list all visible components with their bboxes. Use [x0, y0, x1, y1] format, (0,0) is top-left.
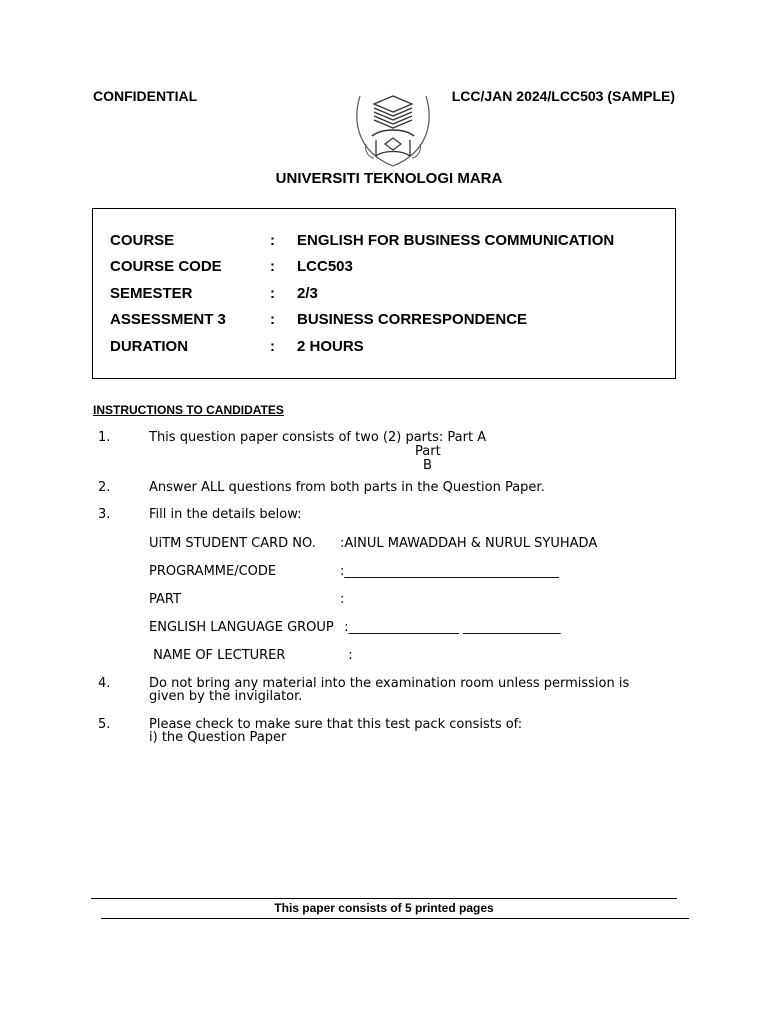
instruction-number: 3. [98, 507, 111, 522]
university-name: UNIVERSITI TEKNOLOGI MARA [275, 170, 503, 187]
assessment-key: ASSESSMENT 3 [110, 311, 226, 328]
assessment-sep: : [270, 311, 275, 328]
footer-rule-bottom [101, 918, 689, 919]
programme-code-field: :_________________________________ [340, 564, 559, 579]
instruction-text: Do not bring any material into the examination room unless permission is [149, 676, 630, 691]
duration-value: 2 HOURS [297, 338, 364, 355]
english-group-label: ENGLISH LANGUAGE GROUP [149, 620, 334, 635]
instruction-text: Fill in the details below: [149, 507, 302, 522]
instruction-part-b-label: B [423, 458, 432, 473]
instruction-part-label: Part [415, 444, 441, 459]
part-field: : [340, 592, 345, 607]
instruction-text: This question paper consists of two (2) parts: Part A [149, 430, 487, 445]
course-code-sep: : [270, 258, 275, 275]
duration-key: DURATION [110, 338, 189, 355]
instruction-number: 2. [98, 480, 111, 495]
course-code-key: COURSE CODE [110, 258, 222, 275]
course-value: ENGLISH FOR BUSINESS COMMUNICATION [297, 232, 615, 249]
english-group-field: :_________________ _______________ [340, 620, 561, 635]
lecturer-name-field: : [340, 648, 353, 663]
duration-sep: : [270, 338, 275, 355]
lecturer-name-label: NAME OF LECTURER [149, 648, 286, 663]
part-label: PART [149, 592, 181, 607]
student-card-field: :AINUL MAWADDAH & NURUL SYUHADA [340, 536, 598, 551]
assessment-value: BUSINESS CORRESPONDENCE [297, 311, 528, 328]
semester-sep: : [270, 285, 275, 302]
instruction-text: i) the Question Paper [149, 730, 287, 745]
course-key: COURSE [110, 232, 175, 249]
student-card-label: UiTM STUDENT CARD NO. [149, 536, 316, 551]
instruction-text: given by the invigilator. [149, 689, 303, 704]
programme-code-label: PROGRAMME/CODE [149, 564, 277, 579]
instruction-number: 5. [98, 717, 111, 732]
instruction-number: 4. [98, 676, 111, 691]
semester-key: SEMESTER [110, 285, 193, 302]
course-code-value: LCC503 [297, 258, 353, 275]
paper-code-label: LCC/JAN 2024/LCC503 (SAMPLE) [451, 88, 675, 104]
uitm-crest-icon [352, 92, 434, 168]
instructions-heading: INSTRUCTIONS TO CANDIDATES [93, 403, 284, 417]
semester-value: 2/3 [297, 285, 318, 302]
course-info-box [92, 208, 676, 379]
course-sep: : [270, 232, 275, 249]
footer-rule-top [91, 898, 677, 899]
instruction-number: 1. [98, 430, 111, 445]
instruction-text: Answer ALL questions from both parts in the Question Paper. [149, 480, 545, 495]
confidential-label: CONFIDENTIAL [93, 88, 198, 104]
page-count-footer: This paper consists of 5 printed pages [274, 901, 494, 915]
instruction-text: Please check to make sure that this test pack consists of: [149, 717, 523, 732]
